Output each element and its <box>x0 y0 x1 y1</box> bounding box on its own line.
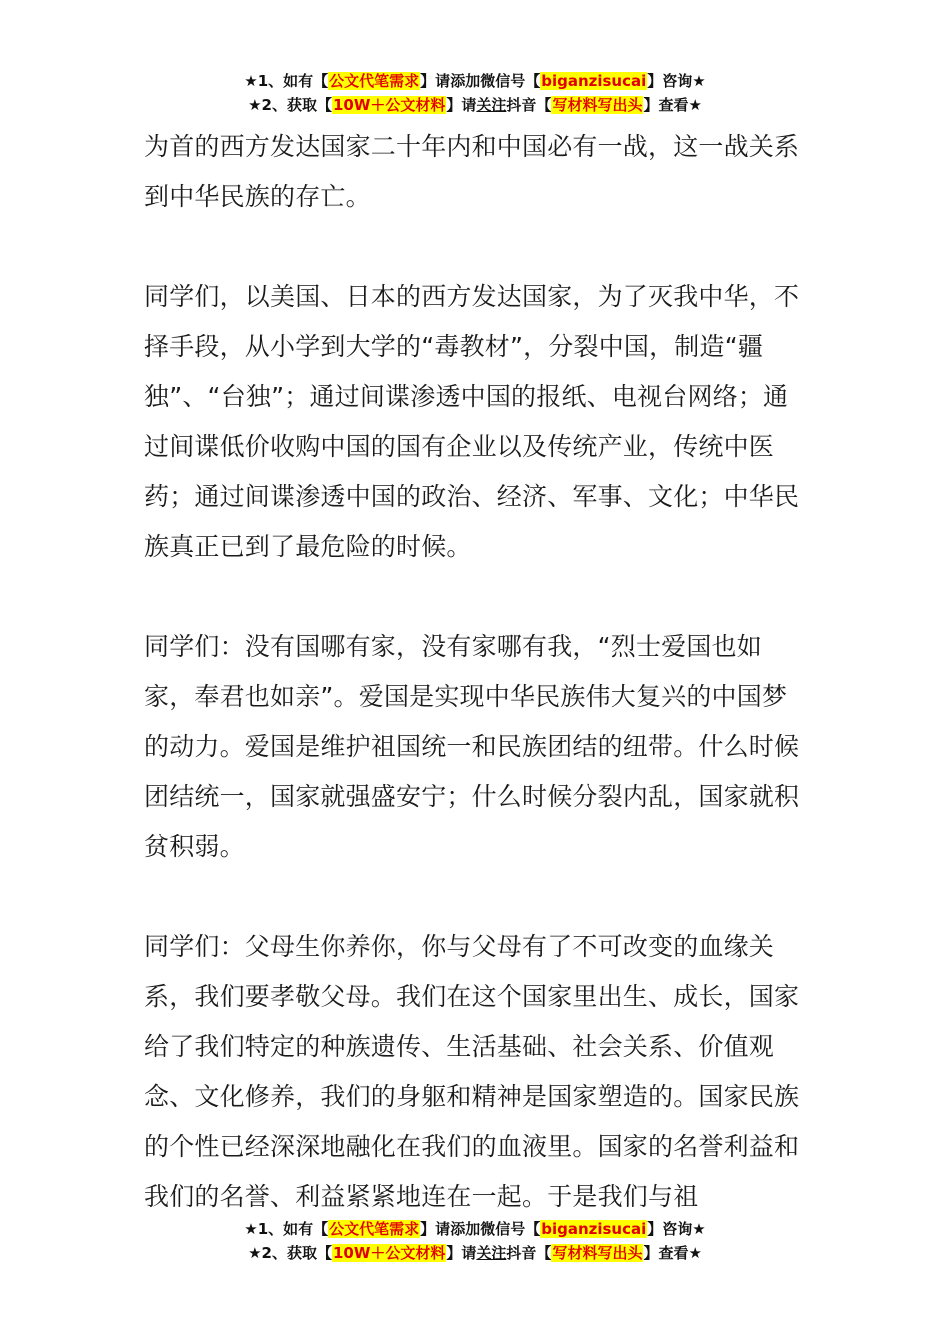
banner-text: 】请 <box>420 1220 451 1238</box>
paragraph: 同学们：父母生你养你，你与父母有了不可改变的血缘关系，我们要孝敬父母。我们在这个国家里出生、成长，国家给了我们特定的种族遗传、生活基础、社会关系、价值观念、文化修养，我们的身躯和精神是国家塑造的。国家民族的个性已经深深地融化在我们的血液里。国家的名誉利益和我们的名誉、利益紧紧地连在一起。于是我们与祖 <box>144 932 800 1211</box>
banner-emphasis: 添加 <box>450 1220 481 1238</box>
banner-emphasis: 添加 <box>450 72 481 90</box>
banner-text: ★1、如有【 <box>244 72 329 90</box>
banner-text: 抖音【 <box>506 1244 552 1262</box>
banner-text: 微信号【 <box>480 72 541 90</box>
banner-highlight: 10W＋公文材料 <box>332 96 446 114</box>
banner-highlight: 写材料写出头 <box>552 96 643 114</box>
banner-highlight: biganzisucai <box>541 72 647 90</box>
banner-text: 抖音【 <box>506 96 552 114</box>
banner-highlight: 公文代笔需求 <box>329 72 420 90</box>
banner-text: ★2、获取【 <box>248 96 332 114</box>
banner-highlight: 公文代笔需求 <box>329 1220 420 1238</box>
banner-emphasis: 关注 <box>476 1244 507 1262</box>
banner-text: 】咨询★ <box>647 1220 706 1238</box>
banner-text: 】查看★ <box>643 1244 702 1262</box>
banner-text: 微信号【 <box>480 1220 541 1238</box>
header-banner <box>0 69 950 117</box>
banner-text: 】请 <box>420 72 451 90</box>
banner-line-2 <box>0 93 950 117</box>
paragraph: 同学们：没有国哪有家，没有家哪有我，“烈士爱国也如家，奉君也如亲”。爱国是实现中华民族伟大复兴的中国梦的动力。爱国是维护祖国统一和民族团结的纽带。什么时候团结统一，国家就强盛安宁；什么时候分裂内乱，国家就积贫积弱。 <box>144 632 800 861</box>
paragraph: 为首的西方发达国家二十年内和中国必有一战，这一战关系到中华民族的存亡。 <box>144 132 800 211</box>
banner-text: 】请 <box>446 1244 477 1262</box>
banner-text: 】请 <box>446 96 477 114</box>
banner-text: ★2、获取【 <box>248 1244 332 1262</box>
banner-highlight: biganzisucai <box>541 1220 647 1238</box>
banner-highlight: 写材料写出头 <box>552 1244 643 1262</box>
banner-highlight: 10W＋公文材料 <box>332 1244 446 1262</box>
banner-line-2 <box>0 1241 950 1265</box>
banner-line-1 <box>0 69 950 93</box>
banner-text: 】咨询★ <box>647 72 706 90</box>
paragraph: 同学们，以美国、日本的西方发达国家，为了灭我中华，不择手段，从小学到大学的“毒教材”，分裂中国，制造“疆独”、“台独”；通过间谍渗透中国的报纸、电视台网络；通过间谍低价收购中国的国有企业以及传统产业，传统中医药；通过间谍渗透中国的政治、经济、军事、文化；中华民族真正已到了最危险的时候。 <box>144 282 800 561</box>
footer-banner <box>0 1217 950 1265</box>
banner-emphasis: 关注 <box>476 96 507 114</box>
banner-text: ★1、如有【 <box>244 1220 329 1238</box>
banner-line-1 <box>0 1217 950 1241</box>
banner-text: 】查看★ <box>643 96 702 114</box>
document-body <box>144 122 808 1272</box>
